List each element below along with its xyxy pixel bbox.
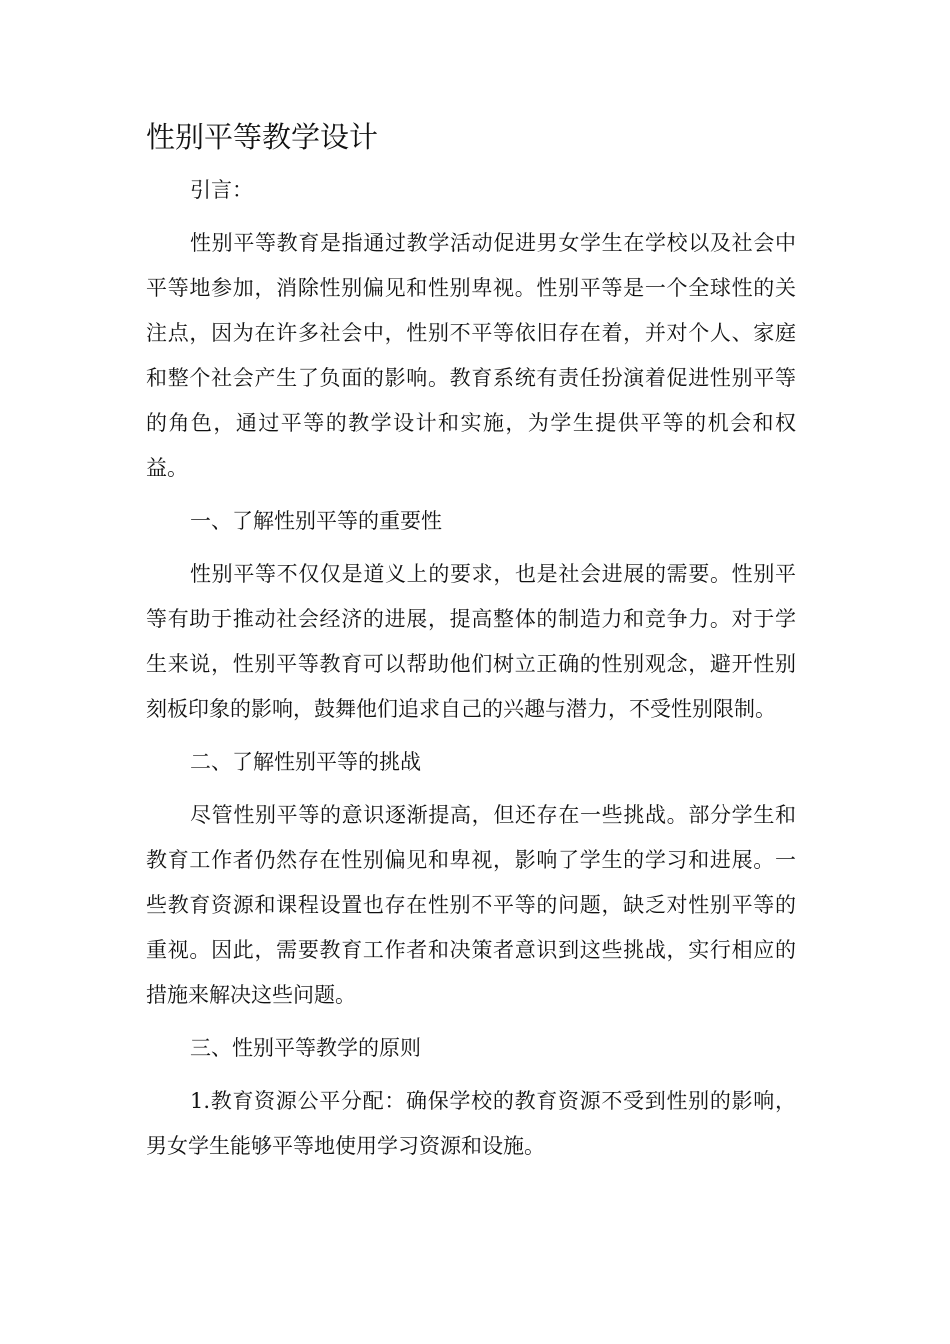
intro-paragraph: 性别平等教育是指通过教学活动促进男女学生在学校以及社会中平等地参加，消除性别偏见和性别卑视。性别平等是一个全球性的关注点，因为在许多社会中，性别不平等依旧存在着，并对个人、家庭和整个社会产生了负面的影响。教育系统有责任扮演着促进性别平等的角色，通过平等的教学设计和实施，为学生提供平等的机会和权益。 bbox=[146, 231, 796, 480]
section-1-heading: 一、了解性别平等的重要性 bbox=[190, 509, 442, 533]
section-2-paragraph: 尽管性别平等的意识逐渐提高，但还存在一些挑战。部分学生和教育工作者仍然存在性别偏见和卑视，影响了学生的学习和进展。一些教育资源和课程设置也存在性别不平等的问题，缺乏对性别平等的重视。因此，需要教育工作者和决策者意识到这些挑战，实行相应的措施来解决这些问题。 bbox=[146, 803, 796, 1007]
section-3-item-1: 1.教育资源公平分配：确保学校的教育资源不受到性别的影响，男女学生能够平等地使用学习资源和设施。 bbox=[146, 1089, 796, 1158]
section-1-paragraph: 性别平等不仅仅是道义上的要求，也是社会进展的需要。性别平等有助于推动社会经济的进展，提高整体的制造力和竞争力。对于学生来说，性别平等教育可以帮助他们树立正确的性别观念，避开性别刻板印象的影响，鼓舞他们追求自己的兴趣与潜力，不受性别限制。 bbox=[146, 562, 796, 721]
section-2-heading: 二、了解性别平等的挑战 bbox=[190, 750, 421, 774]
intro-label: 引言： bbox=[190, 178, 253, 202]
document-body bbox=[146, 168, 796, 1177]
document-title: 性别平等教学设计 bbox=[146, 120, 379, 154]
section-3-heading: 三、性别平等教学的原则 bbox=[190, 1036, 421, 1060]
